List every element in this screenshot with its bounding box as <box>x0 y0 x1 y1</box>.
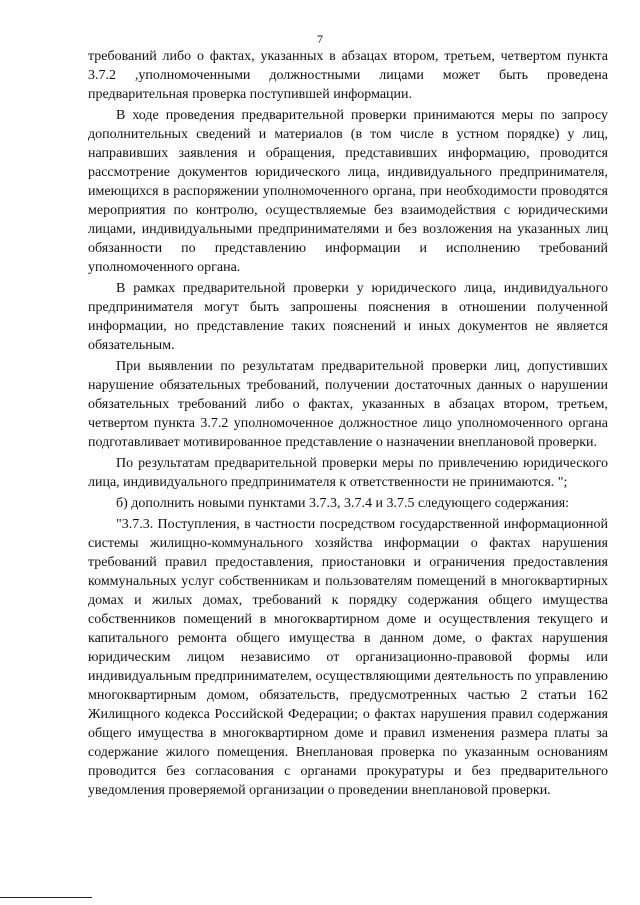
paragraph-explanations-request: В рамках предварительной проверки у юридического лица, индивидуального предпринимателя могут быть запрошены пояснения в отношении полученной информации, но представление таких пояснений и иных документов не является обязательным. <box>88 281 608 353</box>
paragraph-violation-detection: При выявлении по результатам предварительной проверки лиц, допустивших нарушение обязательных требований, получении достаточных данных о нарушении обязательных требований либо о фактах, указанных в абзацах втором, третьем, четвертом пункта 3.7.2 уполномоченное должностное лицо уполномоченного органа подготавливает мотивированное представление о назначении внеплановой проверки. <box>88 359 608 450</box>
document-body <box>88 47 608 802</box>
paragraph-amendment-intro: б) дополнить новыми пунктами 3.7.3, 3.7.4 и 3.7.5 следующего содержания: <box>116 496 570 511</box>
paragraph-continuation: требований либо о фактах, указанных в абзацах втором, третьем, четвертом пункта 3.7.2 ,уполномоченными должностными лицами может быть проведена предварительная проверка поступившей информации. <box>88 49 608 102</box>
page-number: 7 <box>317 32 323 46</box>
paragraph-preliminary-check-measures: В ходе проведения предварительной проверки принимаются меры по запросу дополнительных сведений и материалов (в том числе в устном порядке) у лиц, направивших заявления и обращения, представивших информацию, проводится рассмотрение документов юридического лица, индивидуального предпринимателя, имеющихся в распоряжении уполномоченного органа, при необходимости проводятся мероприятия по контролю, осуществляемые без взаимодействия с юридическими лицами, индивидуальными предпринимателями и без возложения на указанных лиц обязанности по представлению информации и исполнению требований уполномоченного органа. <box>88 108 608 275</box>
paragraph-clause-3-7-3: "3.7.3. Поступления, в частности посредством государственной информационной системы жилищно-коммунального хозяйства информации о фактах нарушения требований правил предоставления, приостановки и ограничения предоставления коммунальных услуг собственникам и пользователям помещений в многоквартирных домах и жилых домах, требований к порядку содержания общего имущества собственников помещений в многоквартирном доме и осуществления текущего и капитального ремонта общего имущества в данном доме, о фактах нарушения юридическим лицом независимо от организационно-правовой формы или индивидуальным предпринимателем, осуществляющими деятельность по управлению многоквартирным домом, обязательств, предусмотренных частью 2 статьи 162 Жилищного кодекса Российской Федерации; о фактах нарушения правил содержания общего имущества в многоквартирном доме и правил изменения размера платы за содержание жилого помещения. Внеплановая проверка по указанным основаниям проводится без согласования с органами прокуратуры и без предварительного уведомления проверяемой организации о проведении внеплановой проверки. <box>88 517 608 798</box>
paragraph-no-liability: По результатам предварительной проверки меры по привлечению юридического лица, индивидуального предпринимателя к ответственности не принимаются. "; <box>88 456 608 490</box>
footnote-separator-line <box>0 897 92 898</box>
